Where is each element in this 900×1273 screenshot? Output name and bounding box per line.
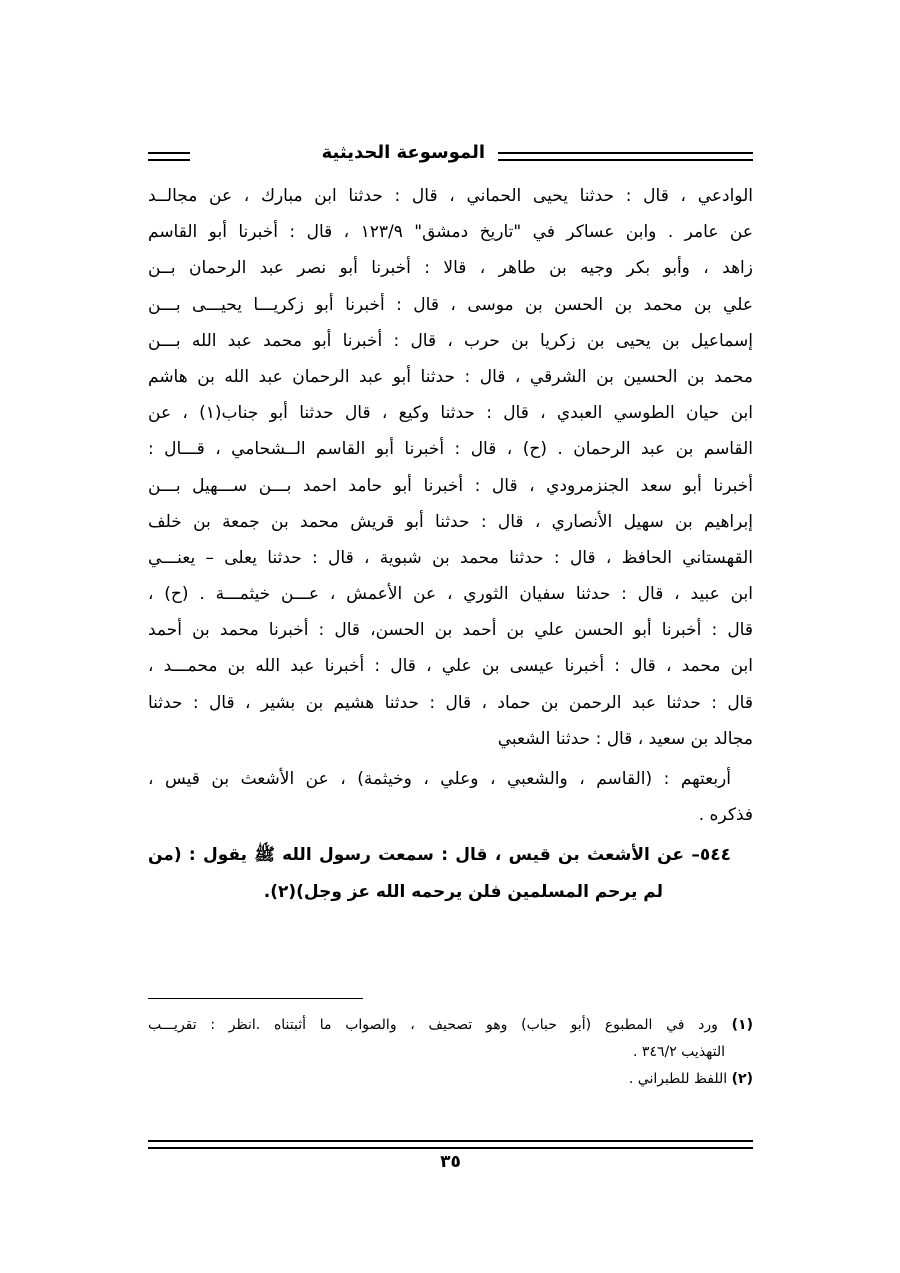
- text-line: عن عامر . وابن عساكر في "تاريخ دمشق" ١٢٣/٩ ، قال : أخبرنا أبو القاسم: [148, 222, 753, 243]
- text-line: قال : حدثنا عبد الرحمن بن حماد ، قال : حدثنا هشيم بن بشير ، قال : حدثنا: [148, 692, 753, 713]
- book-page: [148, 140, 753, 1260]
- footnote-text: اللفظ للطبراني .: [628, 1071, 728, 1087]
- text-line: إسماعيل بن يحيى بن زكريا بن حرب ، قال : أخبرنا أبو محمد عبد الله بـــن: [148, 330, 753, 351]
- text-line: القهستاني الحافظ ، قال : حدثنا محمد بن شبوية ، قال : حدثنا يعلى – يعنـــي: [148, 547, 753, 568]
- text-line: علي بن محمد بن الحسن بن موسى ، قال : أخبرنا أبو زكريـــا يحيـــى بـــن: [148, 294, 753, 315]
- footnote-text: ورد في المطبوع (أبو حباب) وهو تصحيف ، والصواب ما أثبتناه .انظر : تقريـــب: [148, 1017, 718, 1033]
- text-line: فذكره .: [698, 805, 753, 826]
- footnote-number: (٢): [731, 1071, 753, 1087]
- footnote-1-continued: [148, 1039, 753, 1066]
- footnote-separator: [148, 998, 363, 999]
- header-title: الموسوعة الحديثية: [321, 142, 485, 163]
- footer-rule: [148, 1140, 753, 1149]
- main-text: [148, 178, 753, 910]
- header-rule-left: [148, 152, 190, 161]
- text-line: محمد بن الحسين بن الشرقي ، قال : حدثنا أبو عبد الرحمان عبد الله بن هاشم: [148, 366, 753, 387]
- header-rule-right: [498, 152, 753, 161]
- hadith-line: لم يرحم المسلمين فلن يرحمه الله عز وجل)(٢).: [263, 881, 663, 902]
- footnote-1: [148, 1012, 753, 1039]
- footnote-2: [148, 1066, 753, 1093]
- running-header: [148, 140, 753, 172]
- text-line: ابن حيان الطوسي العبدي ، قال : حدثنا وكيع ، قال حدثنا أبو جناب(١) ، عن: [148, 403, 753, 424]
- text-line: ابن عبيد ، قال : حدثنا سفيان الثوري ، عن الأعمش ، عـــن خيثمـــة . (ح) ،: [148, 584, 753, 605]
- text-line: قال : أخبرنا أبو الحسن علي بن أحمد بن الحسن، قال : أخبرنا محمد بن أحمد: [148, 620, 753, 641]
- text-line: مجالد بن سعيد ، قال : حدثنا الشعبي: [497, 728, 753, 749]
- text-line: إبراهيم بن سهيل الأنصاري ، قال : حدثنا أبو قريش محمد بن جمعة بن خلف: [148, 511, 753, 532]
- page-number: ٣٥: [440, 1152, 461, 1172]
- text-line: زاهد ، وأبو بكر وجيه بن طاهر ، قالا : أخبرنا أبو نصر عبد الرحمان بــن: [148, 258, 753, 279]
- text-line: الوادعي ، قال : حدثنا يحيى الحماني ، قال : حدثنا ابن مبارك ، عن مجالــد: [148, 186, 753, 206]
- hadith-entry: [148, 837, 753, 909]
- text-line: أخبرنا أبو سعد الجنزمرودي ، قال : أخبرنا أبو حامد احمد بـــن ســـهيل بـــن: [148, 475, 753, 496]
- paragraph-summary: [148, 761, 753, 833]
- text-line: ابن محمد ، قال : أخبرنا عيسى بن علي ، قال : أخبرنا عبد الله بن محمـــد ،: [148, 656, 753, 677]
- footnote-number: (١): [731, 1017, 753, 1033]
- text-line: القاسم بن عبد الرحمان . (ح) ، قال : أخبرنا أبو القاسم الــشحامي ، قـــال :: [148, 439, 753, 460]
- text-line: أربعتهم : (القاسم ، والشعبي ، وعلي ، وخيثمة) ، عن الأشعث بن قيس ،: [148, 769, 731, 789]
- footnote-text: التهذيب ٣٤٦/٢ .: [633, 1044, 725, 1060]
- footnotes: [148, 1012, 753, 1093]
- hadith-line: ٥٤٤– عن الأشعث بن قيس ، قال : سمعت رسول الله ﷺ يقول : (من: [148, 845, 731, 866]
